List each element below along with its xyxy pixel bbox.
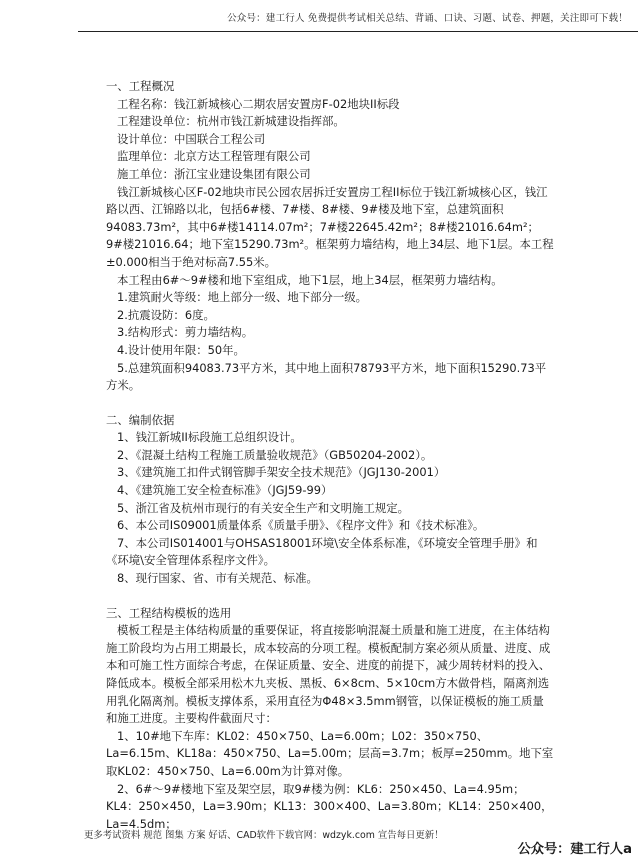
list-item: 4、《建筑施工安全检查标准》（JGJ59-99） — [117, 483, 333, 498]
list-item: 1、10#地下车库：KL02：450×750、La=6.00m；L02：350×750、La=6.15m、KL18a：450×750、La=5.00m；层高=3.7m；板厚=250mm。地下室取KL02：450×750、La=6.00m为计算对像。 — [106, 728, 554, 778]
list-item: 5、浙江省及杭州市现行的有关安全生产和文明施工规定。 — [117, 500, 410, 515]
list-item: 2.抗震设防：6度。 — [117, 307, 215, 322]
section-project-overview — [106, 78, 554, 395]
section-heading: 一、工程概况 — [106, 79, 175, 93]
section-heading: 三、工程结构模板的选用 — [106, 605, 232, 620]
list-item: 6、本公司IS09001质量体系《质量手册》、《程序文件》和《技术标准》。 — [117, 518, 485, 533]
composition-paragraph: 本工程由6#～9#楼和地下室组成，地下1层，地上34层，框架剪力墙结构。 — [117, 272, 503, 287]
list-item: 4.设计使用年限：50年。 — [117, 342, 245, 357]
list-item: 1.建筑耐火等级：地上部分一级、地下部分一级。 — [117, 290, 368, 305]
footer-links: 更多考试资料 规范 图集 方案 好话、CAD软件下载官网：wdzyk.com 宣告每日更新！ — [84, 830, 444, 841]
footer-brand: 公众号：建工行人a — [517, 842, 632, 857]
construction-unit: 施工单位：浙江宝业建设集团有限公司 — [117, 166, 311, 181]
formwork-intro: 模板工程是主体结构质量的重要保证，将直接影响混凝土质量和施工进度，在主体结构施工阶段均为占用工期最长，成本较高的分项工程。模板配制方案必须从质量、进度、成本和可施工性方面综合考虑，在保证质量、安全、进度的前提下，减少周转材料的投入、降低成本。模板全部采用松木九夹板、黑板、6×8cm、5×10cm方木做骨档，隔离剂选用乳化隔离剂。模板支撑体系，采用直径为Φ48×3.5mm钢管，以保证模板的施工质量和施工进度。主要构件截面尺寸： — [106, 623, 551, 726]
design-unit: 设计单位：中国联合工程公司 — [117, 131, 266, 146]
list-item: 1、钱江新城II标段施工总组织设计。 — [117, 430, 302, 445]
supervision-unit: 监理单位：北京方达工程管理有限公司 — [117, 149, 311, 164]
section-formwork — [106, 605, 554, 834]
section-heading: 二、编制依据 — [106, 412, 175, 427]
list-item: 5.总建筑面积94083.73平方米，其中地上面积78793平方米，地下面积15290.73平方米。 — [106, 360, 547, 393]
list-item: 2、《混凝土结构工程施工质量验收规范》（GB50204-2002）。 — [117, 447, 433, 462]
list-item: 8、现行国家、省、市有关规范、标准。 — [117, 571, 318, 586]
header-banner: 公众号：建工行人 免费提供考试相关总结、背诵、口诀、习题、试卷、押题，关注即可下载！ — [227, 13, 628, 24]
document-body — [106, 78, 554, 833]
project-name: 工程名称：钱江新城核心二期农居安置房F-02地块II标段 — [117, 96, 400, 111]
list-item: 3.结构形式：剪力墙结构。 — [117, 325, 254, 340]
builder-unit: 工程建设单位：杭州市钱江新城建设指挥部。 — [117, 114, 345, 129]
list-item: 2、6#～9#楼地下室及架空层，取9#楼为例：KL6：250×450、La=4.95m；KL4：250×450，La=3.90m；KL13：300×400、La=3.80m；KL14：250×400，La=4.5dm； — [106, 781, 553, 831]
list-item: 3、《建筑施工扣件式钢管脚手架安全技术规范》（JGJ130-2001） — [117, 465, 446, 480]
overview-paragraph: 钱江新城核心区F-02地块市民公园农居拆迁安置房工程II标位于钱江新城核心区，钱江路以西、江锦路以北，包括6#楼、7#楼、8#楼、9#楼及地下室，总建筑面积94083.73m²，其中6#楼14114.07m²；7#楼22645.42m²；8#楼21016.64m²；9#楼21016.64；地下室15290.73m²。框架剪力墙结构，地上34层、地下1层。本工程±0.000相当于绝对标高7.55米。 — [106, 184, 554, 269]
header-divider — [78, 31, 638, 32]
section-basis — [106, 412, 554, 588]
list-item: 7、本公司IS014001与OHSAS18001环境\安全体系标准，《环境安全管理手册》和《环境\安全管理体系程序文件》。 — [106, 535, 538, 568]
